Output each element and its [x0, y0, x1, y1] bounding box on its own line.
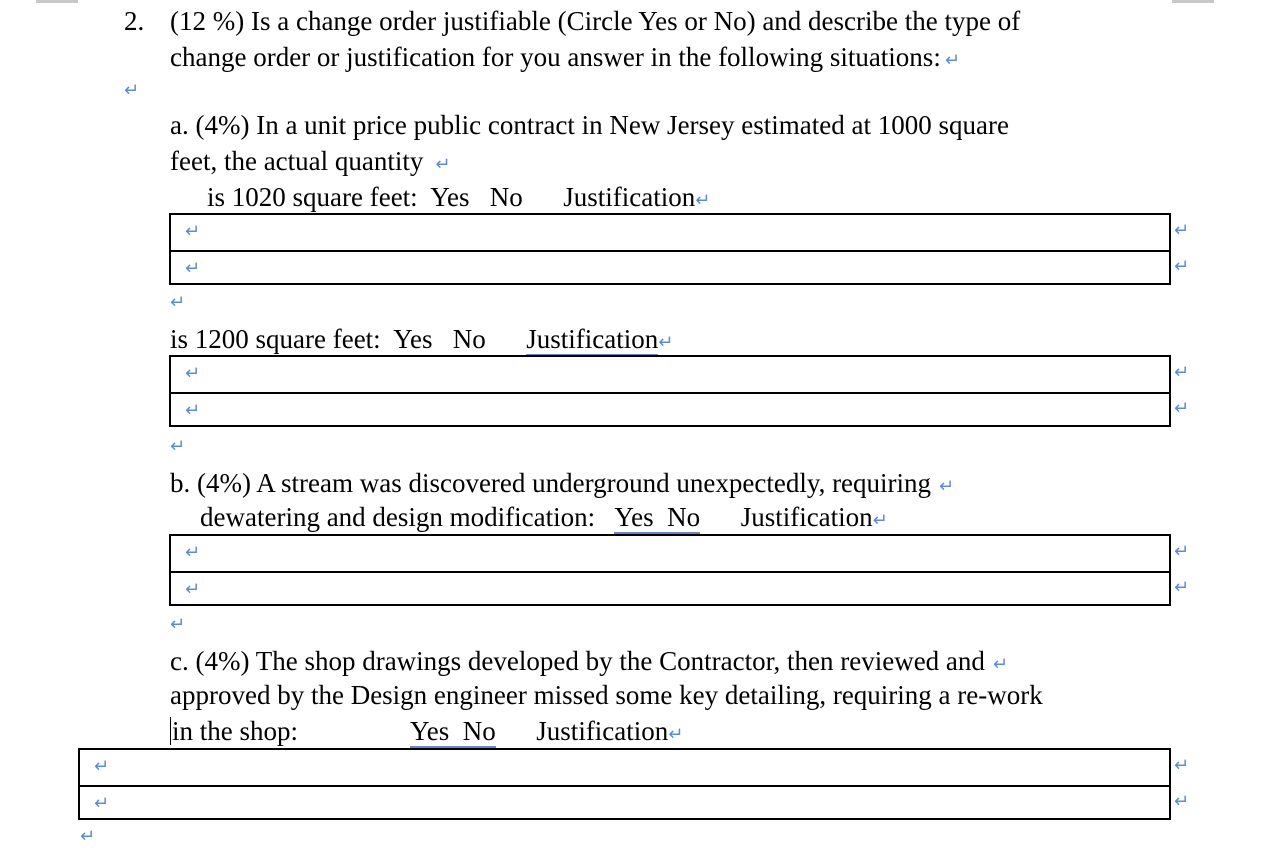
answer-row[interactable]: ↵ [94, 756, 110, 777]
part-c-line-2: approved by the Design engineer missed some key detailing, requiring a re-work [170, 680, 1043, 710]
yes-no-options[interactable]: Yes No [410, 716, 496, 746]
answer-row[interactable]: ↵ [185, 363, 201, 384]
yes-option[interactable]: Yes [393, 324, 433, 354]
part-b-line-2: dewatering and design modification: Yes No Justification↵ [200, 502, 888, 532]
paragraph-mark: ↵ [80, 826, 96, 847]
justification-label: Justification [526, 324, 659, 354]
part-c-line-1: c. (4%) The shop drawings developed by the Contractor, then reviewed and ↵ [170, 646, 1009, 676]
part-c-line-3: in the shop: [172, 716, 298, 746]
yes-no-options[interactable]: Yes No [614, 502, 701, 532]
margin-mark-left [36, 0, 78, 3]
text-cursor [170, 717, 171, 745]
justification-label: Justification [536, 716, 669, 746]
answer-table-a1 [169, 213, 1171, 285]
answer-row[interactable]: ↵ [185, 221, 201, 242]
paragraph-mark: ↵ [170, 614, 186, 635]
justification-label: Justification [563, 182, 696, 212]
paragraph-mark: ↵ [124, 80, 140, 101]
answer-table-a2 [169, 355, 1171, 427]
row-end-mark: ↵ [1174, 577, 1190, 598]
row-end-mark: ↵ [1174, 541, 1190, 562]
part-a-line-1: a. (4%) In a unit price public contract in New Jersey estimated at 1000 square [170, 110, 1009, 140]
row-end-mark: ↵ [1174, 362, 1190, 383]
row-end-mark: ↵ [1174, 755, 1190, 776]
no-option[interactable]: No [452, 324, 486, 354]
answer-row[interactable]: ↵ [185, 542, 201, 563]
row-end-mark: ↵ [1174, 256, 1190, 277]
part-c-options: Yes No Justification↵ [410, 716, 684, 746]
row-end-mark: ↵ [1174, 791, 1190, 812]
answer-table-c [78, 748, 1171, 820]
answer-table-b [169, 534, 1171, 606]
row-end-mark: ↵ [1174, 398, 1190, 419]
part-a-line-2: feet, the actual quantity ↵ [170, 146, 451, 176]
paragraph-mark: ↵ [170, 436, 186, 457]
part-a-case-1: is 1020 square feet: Yes No Justification↵ [207, 182, 711, 212]
answer-row[interactable]: ↵ [171, 392, 1169, 428]
answer-row[interactable]: ↵ [80, 785, 1169, 821]
question-number: 2. [124, 6, 145, 36]
yes-option[interactable]: Yes [430, 182, 470, 212]
answer-row[interactable]: ↵ [171, 250, 1169, 286]
question-line-2: change order or justification for you answer in the following situations: ↵ [170, 42, 960, 72]
paragraph-mark: ↵ [170, 292, 186, 313]
part-a-case-2: is 1200 square feet: Yes No Justification↵ [170, 324, 674, 354]
no-option[interactable]: No [489, 182, 523, 212]
row-end-mark: ↵ [1174, 220, 1190, 241]
part-b-line-1: b. (4%) A stream was discovered underground unexpectedly, requiring ↵ [170, 468, 955, 498]
margin-mark-right [1172, 0, 1214, 3]
question-line-1: (12 %) Is a change order justifiable (Circle Yes or No) and describe the type of [170, 6, 1021, 36]
answer-row[interactable]: ↵ [171, 571, 1169, 607]
justification-label: Justification [740, 502, 873, 532]
